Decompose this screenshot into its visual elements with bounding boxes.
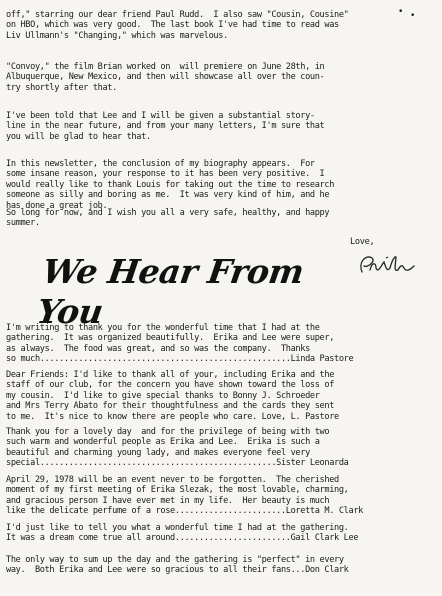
fan-letter-l-pastore: Dear Friends: I'd like to thank all of your, including Erika and the staff of our club, for the concern you have shown toward the loss of my cousin. I'd like to give special thanks to Bonny J. Schroeder and Mrs Terry Abato for their thoughtfulness and the cards they sent to me. It's nice to know there are people who care. Love, L. Pastore — [6, 370, 339, 422]
fan-letter-sister-leonarda: Thank you for a lovely day and for the privilege of being with two such warm and wonderful people as Erika and Lee. Erika is such a beautiful and charming young lady, and makes everyone feel very special.................................................Sister Leonarda — [6, 427, 349, 469]
fan-letter-don-clark: The only way to sum up the day and the gathering is "perfect" in every way. Both Erika and Lee were so gracious to all their fans...Don Clark — [6, 555, 349, 576]
letter-signoff: Love, — [350, 237, 375, 247]
fan-letter-loretta-clark: April 29, 1978 will be an event never to be forgotten. The cherished moment of my first meeting of Erika Slezak, the most lovable, charming, and gracious person I have ever met in my life. Her beauty is much like the delicate perfume of a rose.......................Loretta M. Clark — [6, 475, 363, 517]
fan-letter-gail-clark-lee: I'd just like to tell you what a wonderful time I had at the gathering. It was a dream come true all around........................Gail Clark Lee — [6, 523, 359, 544]
section-title-we-hear-from-you: We Hear From You — [34, 252, 307, 331]
letter-paragraph-2: "Convoy," the film Brian worked on will premiere on June 28th, in Albuquerque, New Mexico, and then will showcase all over the coun- try shortly after that. — [6, 62, 325, 93]
corner-dot-right: • — [410, 11, 416, 21]
corner-dot-left: • — [398, 7, 404, 17]
letter-paragraph-5: So long for now, and I wish you all a very safe, healthy, and happy summer. — [6, 208, 330, 229]
letter-paragraph-4: In this newsletter, the conclusion of my biography appears. For some insane reason, your response to it has been very positive. I would really like to thank Louis for taking out the time to research someone as silly and boring as me. It was very kind of him, and he has done a great job. — [6, 159, 335, 211]
fan-letter-linda-pastore: I'm writing to thank you for the wonderful time that I had at the gathering. It was organized beautifully. Erika and Lee were super, as always. The food was great, and so was the company. Thanks so much....................................................Linda Pastore — [6, 323, 354, 365]
letter-paragraph-1: off," starring our dear friend Paul Rudd. I also saw "Cousin, Cousine" on HBO, which was very good. The last book I've had time to read was Liv Ullmann's "Changing," which was marvelous. — [6, 10, 349, 41]
letter-paragraph-3: I've been told that Lee and I will be given a substantial story- line in the near future, and from your many letters, I'm sure that you will be glad to hear that. — [6, 111, 325, 142]
